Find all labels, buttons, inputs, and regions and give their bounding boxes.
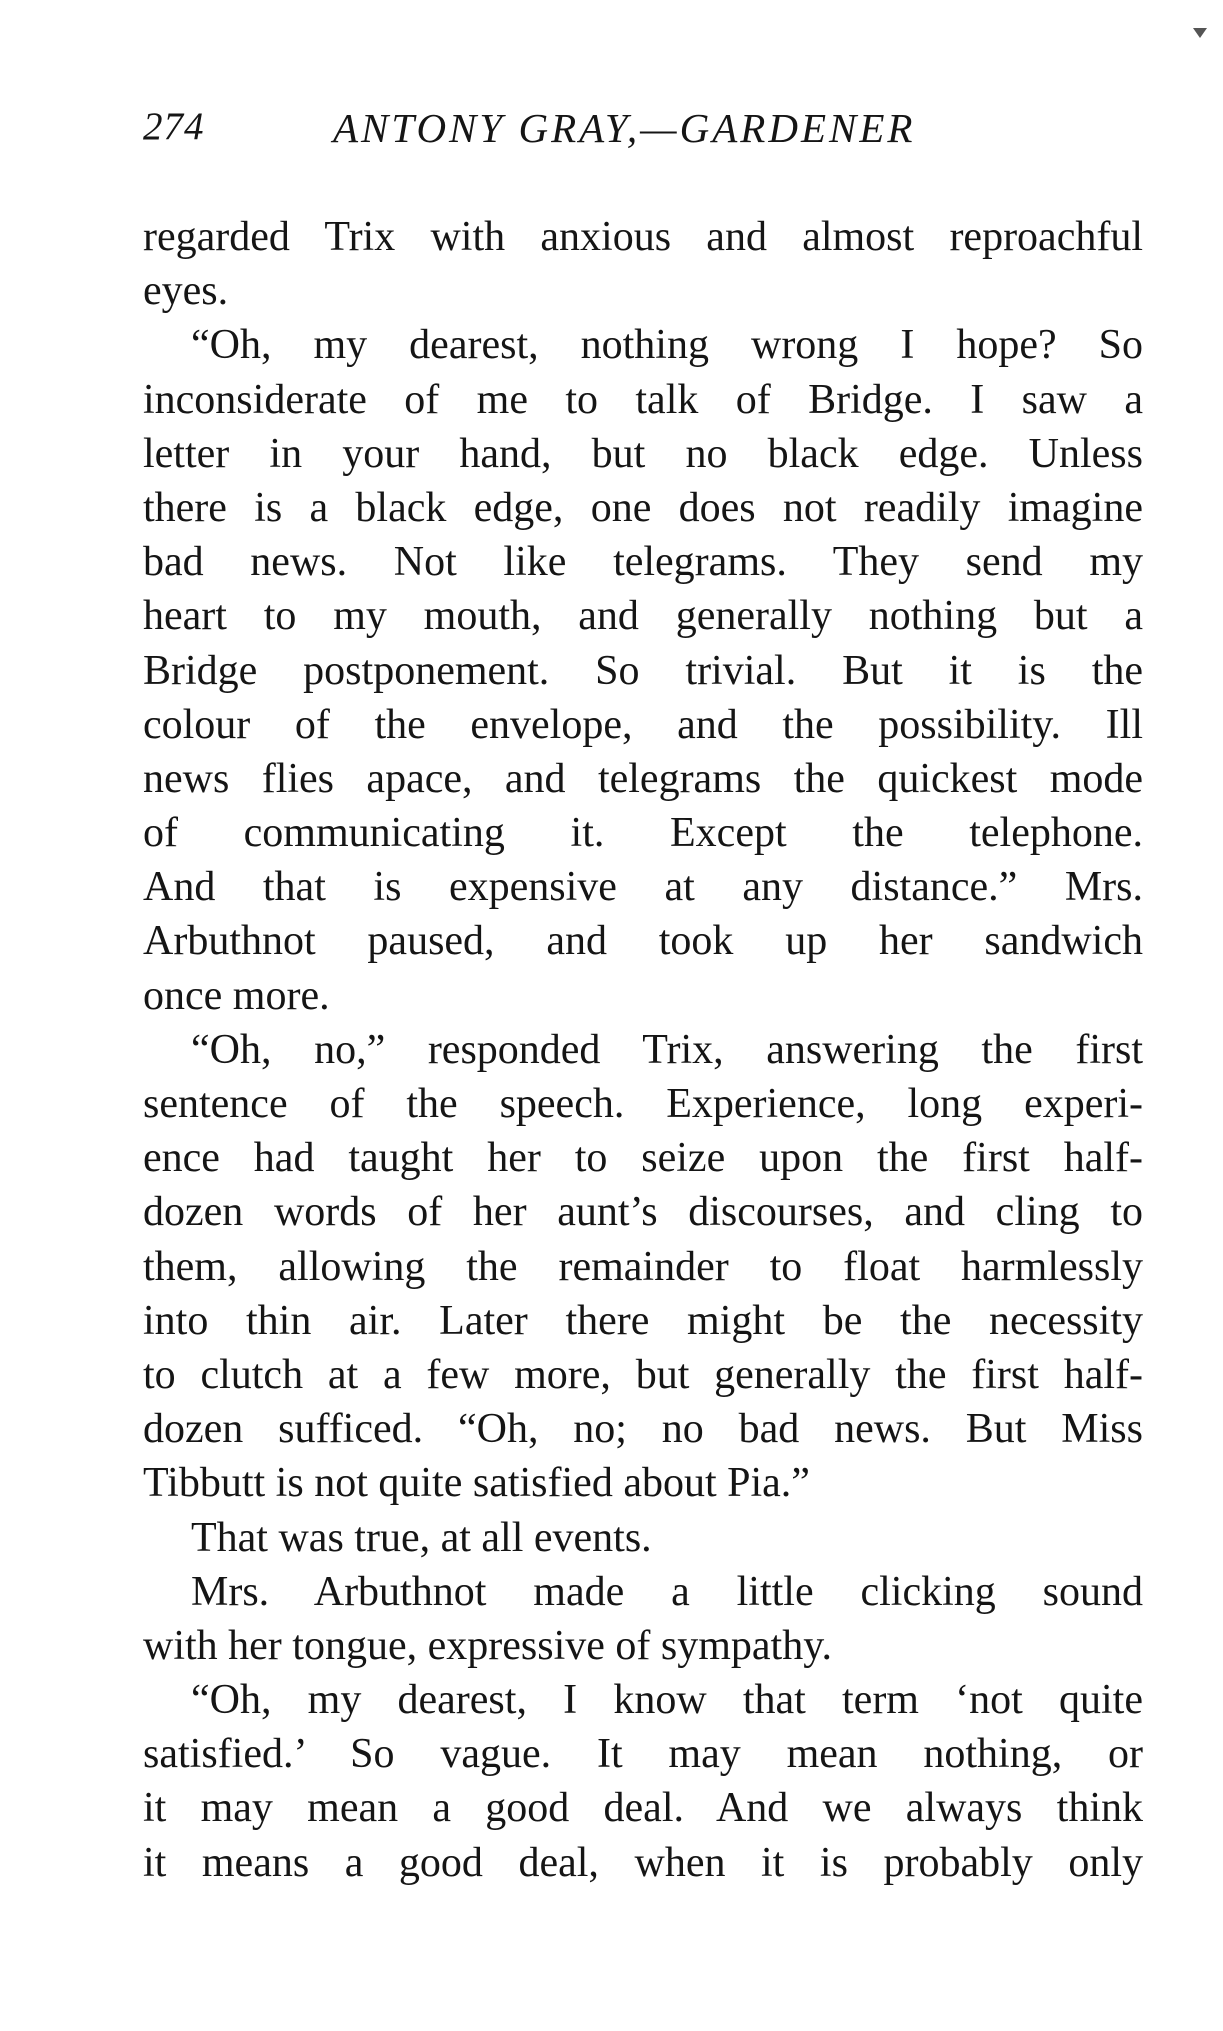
body-text [143, 210, 1143, 1890]
text-line: letter in your hand, but no black edge. Unless [143, 430, 1143, 477]
text-line: dozen words of her aunt’s discourses, and cling to [143, 1189, 1143, 1236]
text-line: Bridge postponement. So trivial. But it is the [143, 647, 1143, 694]
text-line: it means a good deal, when it is probably only [143, 1839, 1143, 1886]
running-title: ANTONY GRAY,—GARDENER [333, 105, 916, 151]
text-line: with her tongue, expressive of sympathy. [143, 1622, 832, 1669]
text-line: “Oh, my dearest, nothing wrong I hope? So [191, 322, 1143, 369]
text-line: ence had taught her to seize upon the first half- [143, 1135, 1143, 1182]
text-line: heart to my mouth, and generally nothing but a [143, 593, 1143, 640]
text-line: into thin air. Later there might be the necessity [143, 1297, 1143, 1344]
page-number: 274 [143, 105, 205, 148]
text-line: of communicating it. Except the telephone. [143, 810, 1143, 857]
text-line: bad news. Not like telegrams. They send my [143, 539, 1143, 586]
text-line: sentence of the speech. Experience, long experi- [143, 1081, 1143, 1127]
page-header [143, 104, 1143, 164]
text-line: eyes. [143, 268, 229, 315]
text-line: them, allowing the remainder to float harmlessly [143, 1243, 1143, 1290]
text-line: there is a black edge, one does not readily imagine [143, 484, 1143, 531]
text-line: it may mean a good deal. And we always think [143, 1785, 1143, 1832]
text-line: inconsiderate of me to talk of Bridge. I saw a [143, 376, 1143, 423]
text-line: dozen sufficed. “Oh, no; no bad news. But Miss [143, 1406, 1143, 1453]
text-line: news flies apace, and telegrams the quickest mode [143, 755, 1143, 802]
text-line: Mrs. Arbuthnot made a little clicking sound [191, 1568, 1143, 1615]
scan-corner-mark [1193, 28, 1207, 38]
text-line: satisfied.’ So vague. It may mean nothing, or [143, 1731, 1143, 1778]
text-line: colour of the envelope, and the possibility. Ill [143, 701, 1143, 748]
text-line: once more. [143, 972, 330, 1019]
text-line: to clutch at a few more, but generally the first half- [143, 1351, 1143, 1398]
text-line: And that is expensive at any distance.” Mrs. [143, 864, 1143, 911]
text-line: That was true, at all events. [191, 1514, 652, 1561]
text-line: regarded Trix with anxious and almost reproachful [143, 214, 1143, 260]
text-line: “Oh, my dearest, I know that term ‘not quite [191, 1677, 1143, 1724]
text-line: Arbuthnot paused, and took up her sandwich [143, 918, 1143, 965]
text-line: Tibbutt is not quite satisfied about Pia.” [143, 1460, 810, 1507]
text-line: “Oh, no,” responded Trix, answering the first [191, 1026, 1143, 1073]
